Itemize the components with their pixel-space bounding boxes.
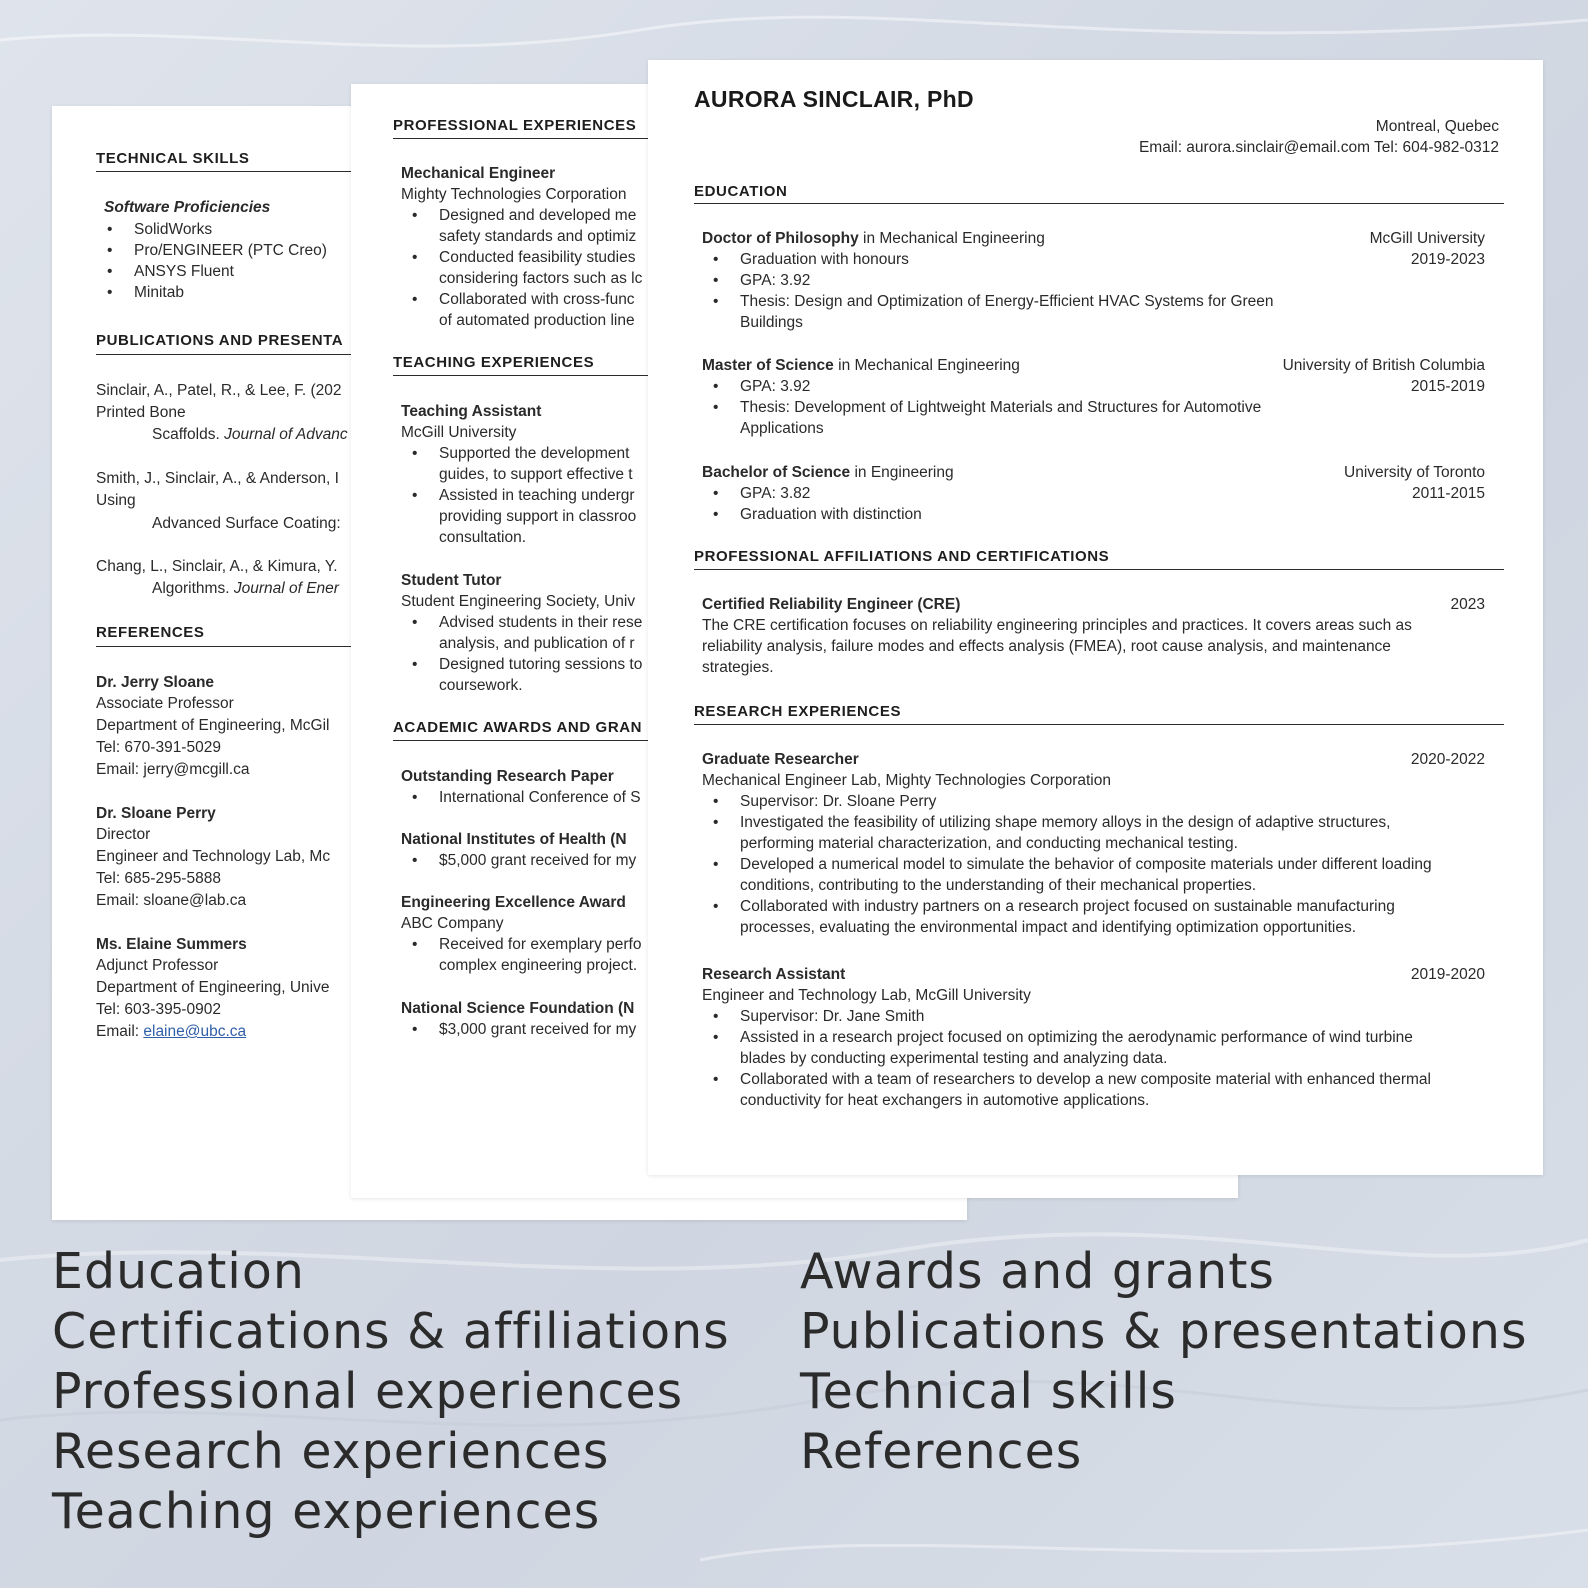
degree-school: McGill University bbox=[1369, 230, 1485, 247]
bullet-item bbox=[702, 270, 1322, 291]
role-years: 2020-2022 bbox=[1410, 751, 1485, 768]
reference-email-label: Email: bbox=[96, 761, 144, 778]
bullet-item bbox=[401, 443, 661, 485]
bullet-item bbox=[401, 1019, 661, 1040]
role-title: Research Assistant bbox=[702, 966, 846, 983]
section-rule bbox=[694, 203, 1504, 204]
bullet-text: Assisted in a research project focused on optimizing the aerodynamic performance of wind turbine bbox=[740, 1029, 1413, 1046]
degree-bullets bbox=[702, 483, 1322, 525]
bullet-item bbox=[702, 1006, 1492, 1027]
reference-email-line bbox=[96, 759, 250, 780]
skill-item: • SolidWorks bbox=[96, 219, 396, 240]
bullet-text: processes, evaluating the environmental impact and identifying optimization opportunities. bbox=[740, 919, 1357, 936]
reference-email: sloane@lab.ca bbox=[143, 892, 247, 909]
reference-email-line bbox=[96, 1021, 246, 1042]
degree-school: University of British Columbia bbox=[1282, 357, 1485, 374]
cert-desc: reliability analysis, failure modes and effects analysis (FMEA), root cause analysis, and maintenance bbox=[702, 638, 1391, 655]
teaching-heading: TEACHING EXPERIENCES bbox=[393, 354, 595, 371]
bullet-text: Assisted in teaching undergr bbox=[439, 487, 635, 504]
bullet-item bbox=[401, 485, 661, 548]
cert-title: Certified Reliability Engineer (CRE) bbox=[702, 596, 961, 613]
bullet-text: consultation. bbox=[439, 529, 527, 546]
role-title: Graduate Researcher bbox=[702, 751, 859, 768]
publication-line: Scaffolds. Journal of Advanc bbox=[152, 426, 348, 443]
award-bullets bbox=[401, 1019, 661, 1040]
reference-org: Department of Engineering, Unive bbox=[96, 979, 330, 996]
role-years: 2019-2020 bbox=[1410, 966, 1485, 983]
section-rule bbox=[393, 138, 653, 139]
tutor-org: Student Engineering Society, Univ bbox=[401, 593, 636, 610]
caption-item: Education bbox=[52, 1243, 305, 1300]
bullet-text: Graduation with honours bbox=[740, 251, 909, 268]
degree-field: in Mechanical Engineering bbox=[858, 230, 1045, 247]
bullet-text: guides, to support effective t bbox=[439, 466, 633, 483]
award-bullets bbox=[401, 934, 661, 976]
reference-name: Dr. Sloane Perry bbox=[96, 805, 216, 822]
bullet-text: complex engineering project. bbox=[439, 957, 638, 974]
role-org: Mechanical Engineer Lab, Mighty Technologies Corporation bbox=[702, 772, 1111, 789]
bullet-item bbox=[702, 504, 1322, 525]
bullet-text: conductivity for heat exchangers in automotive applications. bbox=[740, 1092, 1150, 1109]
section-rule bbox=[393, 375, 653, 376]
bullet-text: Thesis: Design and Optimization of Energy-Efficient HVAC Systems for Green bbox=[740, 293, 1274, 310]
award-title: National Science Foundation (N bbox=[401, 1000, 635, 1017]
award-org: ABC Company bbox=[401, 915, 504, 932]
reference-tel: Tel: 685-295-5888 bbox=[96, 870, 221, 887]
caption-item: Teaching experiences bbox=[52, 1483, 601, 1540]
publication-line: Chang, L., Sinclair, A., & Kimura, Y. bbox=[96, 558, 338, 575]
bullet-item bbox=[401, 787, 661, 808]
role-bullets bbox=[702, 791, 1492, 938]
section-rule bbox=[694, 724, 1504, 725]
bullet-text: Collaborated with a team of researchers to develop a new composite material with enhanced thermal bbox=[740, 1071, 1431, 1088]
references-heading: REFERENCES bbox=[96, 624, 205, 641]
award-title: Engineering Excellence Award bbox=[401, 894, 626, 911]
publication-line: Smith, J., Sinclair, A., & Anderson, I bbox=[96, 470, 339, 487]
reference-name: Dr. Jerry Sloane bbox=[96, 674, 215, 691]
caption-item: Research experiences bbox=[52, 1423, 610, 1480]
bullet-item bbox=[401, 654, 661, 696]
affiliations-heading: PROFESSIONAL AFFILIATIONS AND CERTIFICATIONS bbox=[694, 548, 1110, 565]
bullet-item bbox=[702, 854, 1492, 896]
reference-org: Department of Engineering, McGil bbox=[96, 717, 330, 734]
degree-name: Master of Science bbox=[702, 357, 834, 374]
bullet-text: analysis, and publication of r bbox=[439, 635, 635, 652]
degree-name: Doctor of Philosophy bbox=[702, 230, 859, 247]
bullet-item bbox=[401, 934, 661, 976]
caption-item: Publications & presentations bbox=[800, 1303, 1528, 1360]
bullet-text: Collaborated with cross-func bbox=[439, 291, 635, 308]
ta-title: Teaching Assistant bbox=[401, 403, 542, 420]
bullet-text: safety standards and optimiz bbox=[439, 228, 637, 245]
bullet-text: $5,000 grant received for my bbox=[439, 852, 637, 869]
reference-title: Director bbox=[96, 826, 151, 843]
award-title: National Institutes of Health (N bbox=[401, 831, 627, 848]
award-bullets bbox=[401, 850, 661, 871]
bullet-text: coursework. bbox=[439, 677, 523, 694]
publication-line: Advanced Surface Coating: bbox=[152, 515, 341, 532]
job-bullets bbox=[401, 205, 661, 331]
caption-item: Technical skills bbox=[800, 1363, 1177, 1420]
bullet-item bbox=[401, 612, 661, 654]
bullet-item bbox=[702, 483, 1322, 504]
bullet-item bbox=[702, 376, 1322, 397]
bullet-text: Buildings bbox=[740, 314, 803, 331]
degree-school: University of Toronto bbox=[1344, 464, 1485, 481]
degree-line bbox=[702, 462, 954, 483]
bullet-text: Received for exemplary perfo bbox=[439, 936, 642, 953]
role-bullets bbox=[702, 1006, 1492, 1111]
bullet-text: Designed and developed me bbox=[439, 207, 637, 224]
candidate-name: AURORA SINCLAIR, PhD bbox=[694, 86, 974, 112]
award-title: Outstanding Research Paper bbox=[401, 768, 614, 785]
bullet-item bbox=[401, 850, 661, 871]
bullet-item bbox=[702, 1027, 1492, 1069]
reference-org: Engineer and Technology Lab, Mc bbox=[96, 848, 331, 865]
publication-line: Sinclair, A., Patel, R., & Lee, F. (202 bbox=[96, 382, 342, 399]
bullet-text: performing material characterization, and conducting mechanical testing. bbox=[740, 835, 1238, 852]
bullet-item bbox=[401, 247, 661, 289]
bullet-item bbox=[702, 397, 1322, 439]
ta-org: McGill University bbox=[401, 424, 517, 441]
award-bullets bbox=[401, 787, 661, 808]
degree-years: 2011-2015 bbox=[1412, 485, 1485, 502]
bullet-text: Supervisor: Dr. Sloane Perry bbox=[740, 793, 937, 810]
degree-years: 2019-2023 bbox=[1410, 251, 1485, 268]
education-heading: EDUCATION bbox=[694, 183, 788, 200]
skill-item: • ANSYS Fluent bbox=[96, 261, 396, 282]
degree-name: Bachelor of Science bbox=[702, 464, 851, 481]
bullet-text: Advised students in their rese bbox=[439, 614, 643, 631]
bullet-item bbox=[702, 812, 1492, 854]
bullet-item bbox=[401, 289, 661, 331]
bullet-text: Supervisor: Dr. Jane Smith bbox=[740, 1008, 925, 1025]
cert-desc: strategies. bbox=[702, 659, 774, 676]
awards-heading: ACADEMIC AWARDS AND GRAN bbox=[393, 719, 643, 736]
software-subheading: Software Proficiencies bbox=[104, 199, 271, 216]
bullet-text: considering factors such as lc bbox=[439, 270, 643, 287]
candidate-location: Montreal, Quebec bbox=[1375, 118, 1499, 135]
skill-item: • Pro/ENGINEER (PTC Creo) bbox=[96, 240, 396, 261]
degree-field: in Engineering bbox=[850, 464, 954, 481]
degree-line bbox=[702, 355, 1020, 376]
bullet-text: Conducted feasibility studies bbox=[439, 249, 636, 266]
bullet-text: conditions, contributing to the understanding of their mechanical properties. bbox=[740, 877, 1257, 894]
bullet-text: Supported the development bbox=[439, 445, 630, 462]
publication-line: Printed Bone bbox=[96, 404, 186, 421]
tutor-title: Student Tutor bbox=[401, 572, 502, 589]
bullet-text: International Conference of S bbox=[439, 789, 641, 806]
bullet-item bbox=[702, 249, 1322, 270]
bullet-text: Investigated the feasibility of utilizing shape memory alloys in the design of adaptive structures, bbox=[740, 814, 1391, 831]
job-org: Mighty Technologies Corporation bbox=[401, 186, 627, 203]
reference-email: jerry@mcgill.ca bbox=[143, 761, 250, 778]
reference-name: Ms. Elaine Summers bbox=[96, 936, 247, 953]
skill-item: • Minitab bbox=[96, 282, 396, 303]
job-title: Mechanical Engineer bbox=[401, 165, 556, 182]
bullet-item bbox=[702, 896, 1492, 938]
bullet-text: Developed a numerical model to simulate the behavior of composite materials under different loading bbox=[740, 856, 1432, 873]
degree-bullets bbox=[702, 376, 1322, 439]
bullet-item bbox=[702, 1069, 1492, 1111]
reference-email-label: Email: bbox=[96, 892, 144, 909]
bullet-item bbox=[401, 205, 661, 247]
publications-heading: PUBLICATIONS AND PRESENTA bbox=[96, 332, 344, 349]
role-org: Engineer and Technology Lab, McGill University bbox=[702, 987, 1031, 1004]
reference-title: Associate Professor bbox=[96, 695, 234, 712]
reference-tel: Tel: 603-395-0902 bbox=[96, 1001, 221, 1018]
bullet-text: Applications bbox=[740, 420, 824, 437]
bullet-item bbox=[702, 291, 1322, 333]
reference-email-label: Email: bbox=[96, 1023, 144, 1040]
bullet-text: providing support in classroo bbox=[439, 508, 637, 525]
caption-item: Certifications & affiliations bbox=[52, 1303, 730, 1360]
reference-tel: Tel: 670-391-5029 bbox=[96, 739, 221, 756]
tutor-bullets bbox=[401, 612, 661, 696]
degree-bullets bbox=[702, 249, 1322, 333]
bullet-text: GPA: 3.92 bbox=[740, 272, 811, 289]
bullet-text: Thesis: Development of Lightweight Materials and Structures for Automotive bbox=[740, 399, 1262, 416]
bullet-text: Graduation with distinction bbox=[740, 506, 922, 523]
bullet-text: blades by conducting experimental testing and analyzing data. bbox=[740, 1050, 1168, 1067]
bullet-text: Collaborated with industry partners on a research project focused on sustainable manufacturing bbox=[740, 898, 1395, 915]
degree-line bbox=[702, 228, 1045, 249]
reference-email[interactable]: elaine@ubc.ca bbox=[143, 1023, 247, 1040]
bullet-item bbox=[702, 791, 1492, 812]
bullet-text: $3,000 grant received for my bbox=[439, 1021, 637, 1038]
publication-line: Using bbox=[96, 492, 136, 509]
technical-skills-heading: TECHNICAL SKILLS bbox=[96, 150, 250, 167]
section-rule bbox=[393, 740, 653, 741]
ta-bullets bbox=[401, 443, 661, 548]
caption-item: References bbox=[800, 1423, 1083, 1480]
reference-email-line bbox=[96, 890, 246, 911]
bullet-text: of automated production line bbox=[439, 312, 635, 329]
publication-line: Algorithms. Journal of Ener bbox=[152, 580, 339, 597]
caption-item: Professional experiences bbox=[52, 1363, 684, 1420]
caption-item: Awards and grants bbox=[800, 1243, 1275, 1300]
reference-title: Adjunct Professor bbox=[96, 957, 219, 974]
candidate-contact: Email: aurora.sinclair@email.com Tel: 604-982-0312 bbox=[1138, 139, 1499, 156]
bullet-text: Designed tutoring sessions to bbox=[439, 656, 643, 673]
resume-page-main bbox=[648, 60, 1543, 1175]
bullet-text: GPA: 3.82 bbox=[740, 485, 811, 502]
degree-field: in Mechanical Engineering bbox=[833, 357, 1020, 374]
degree-years: 2015-2019 bbox=[1410, 378, 1485, 395]
cert-year: 2023 bbox=[1450, 596, 1485, 613]
professional-heading: PROFESSIONAL EXPERIENCES bbox=[393, 117, 637, 134]
section-rule bbox=[694, 569, 1504, 570]
research-heading: RESEARCH EXPERIENCES bbox=[694, 703, 902, 720]
bullet-text: GPA: 3.92 bbox=[740, 378, 811, 395]
cert-desc: The CRE certification focuses on reliability engineering principles and practices. It covers areas such as bbox=[702, 617, 1412, 634]
